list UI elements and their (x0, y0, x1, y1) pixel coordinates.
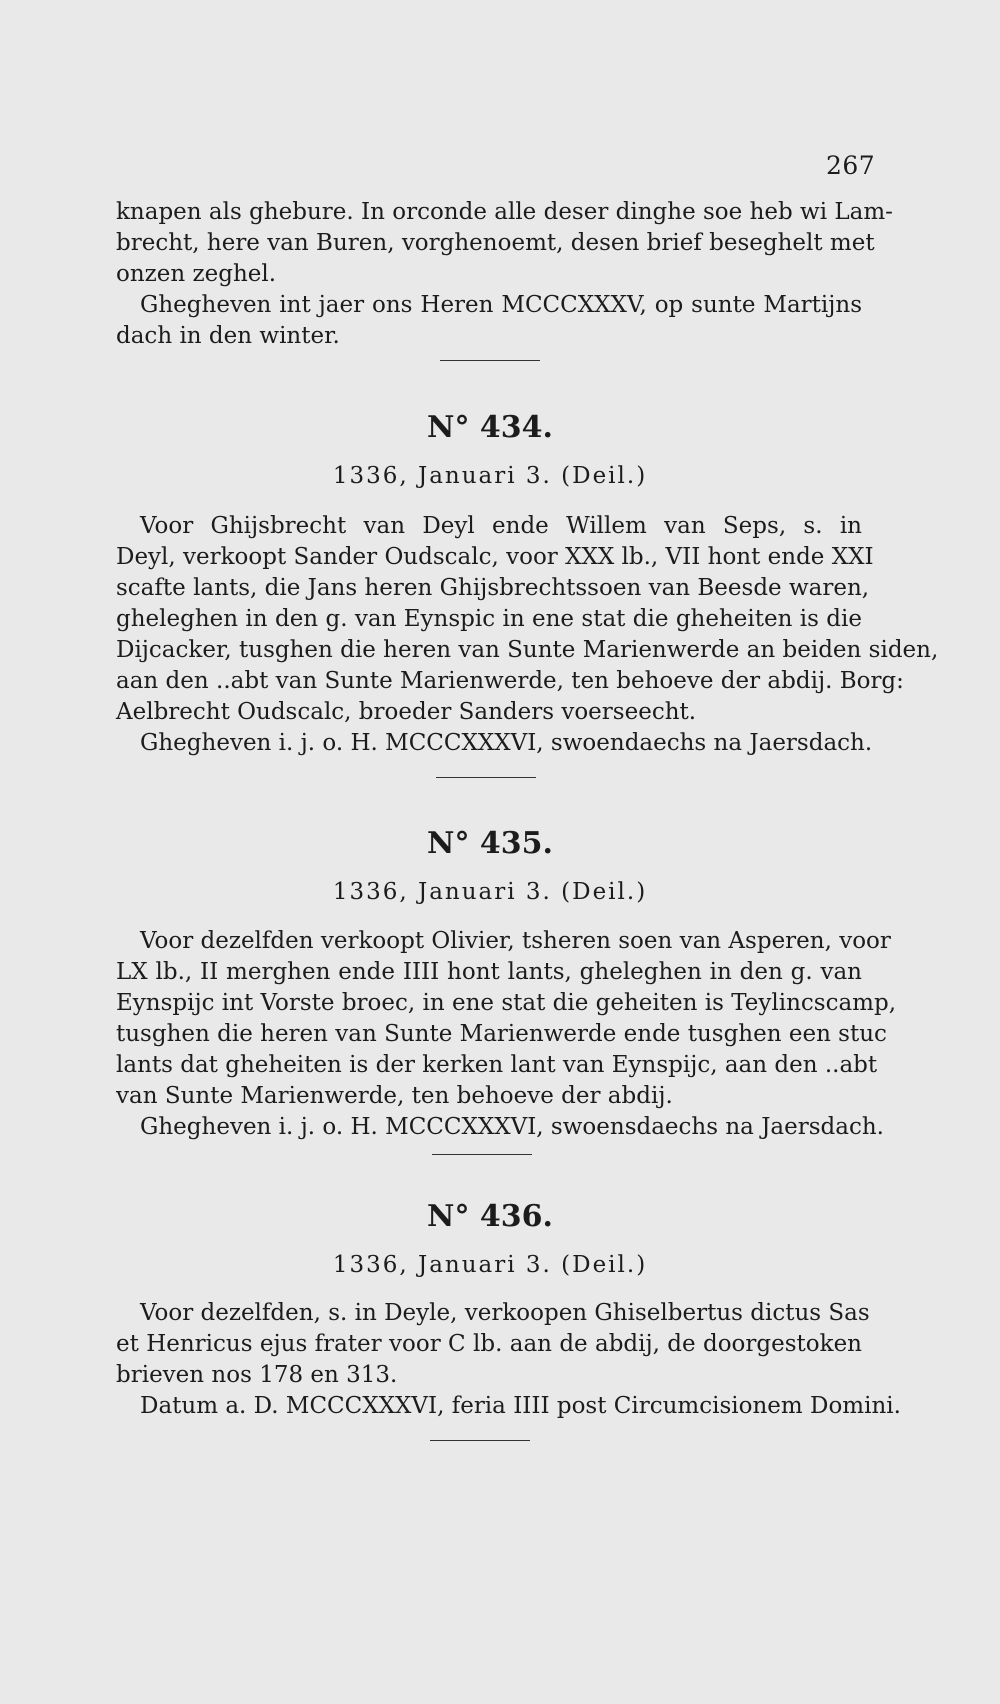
entry-line: tusghen die heren van Sunte Marienwerde ende tusghen een stuc (116, 1021, 887, 1047)
entry-date: 1336, Januari 3. (Deil.) (332, 463, 648, 489)
separator-rule (436, 777, 536, 778)
entry-line: Voor dezelfden verkoopt Olivier, tsheren soen van Asperen, voor (140, 928, 891, 954)
entry-line: LX lb., II merghen ende IIII hont lants, gheleghen in den g. van (116, 959, 862, 985)
text-line: knapen als ghebure. In orconde alle deser dinghe soe heb wi Lam- (116, 199, 893, 225)
page-number: 267 (826, 151, 876, 180)
entry-line: Datum a. D. MCCCXXXVI, feria IIII post Circumcisionem Domini. (140, 1393, 901, 1419)
entry-number: N° 435. (427, 826, 553, 861)
entry-line: Eynspijc int Vorste broec, in ene stat die geheiten is Teylincscamp, (116, 990, 897, 1016)
entry-line: Deyl, verkoopt Sander Oudscalc, voor XXX lb., VII hont ende XXI (116, 544, 874, 570)
entry-line: aan den ..abt van Sunte Marienwerde, ten behoeve der abdij. Borg: (116, 668, 904, 694)
entry-number: N° 434. (427, 410, 553, 445)
entry-line: Ghegheven i. j. o. H. MCCCXXXVI, swoensdaechs na Jaersdach. (140, 1114, 884, 1140)
entry-date: 1336, Januari 3. (Deil.) (332, 879, 648, 905)
entry-number: N° 436. (427, 1199, 553, 1234)
entry-date: 1336, Januari 3. (Deil.) (332, 1252, 648, 1278)
entry-line: lants dat gheheiten is der kerken lant van Eynspijc, aan den ..abt (116, 1052, 878, 1078)
entry-line: Ghegheven i. j. o. H. MCCCXXXVI, swoendaechs na Jaersdach. (140, 730, 873, 756)
separator-rule (430, 1440, 530, 1441)
entry-line: Voor dezelfden, s. in Deyle, verkoopen Ghiselbertus dictus Sas (140, 1300, 870, 1326)
entry-line: Dijcacker, tusghen die heren van Sunte Marienwerde an beiden siden, (116, 637, 939, 663)
text-line: brecht, here van Buren, vorghenoemt, desen brief beseghelt met (116, 230, 875, 256)
entry-line: Voor Ghijsbrecht van Deyl ende Willem van Seps, s. in (140, 513, 862, 539)
entry-line: et Henricus ejus frater voor C lb. aan de abdij, de doorgestoken (116, 1331, 862, 1357)
entry-line: van Sunte Marienwerde, ten behoeve der abdij. (116, 1083, 673, 1109)
entry-line: brieven nos 178 en 313. (116, 1362, 398, 1388)
entry-line: Aelbrecht Oudscalc, broeder Sanders voerseecht. (116, 699, 697, 725)
separator-rule (440, 360, 540, 361)
entry-line: scafte lants, die Jans heren Ghijsbrechtssoen van Beesde waren, (116, 575, 870, 601)
text-line: Ghegheven int jaer ons Heren MCCCXXXV, op sunte Martijns (140, 292, 862, 318)
text-line: onzen zeghel. (116, 261, 277, 287)
separator-rule (432, 1154, 532, 1155)
text-line: dach in den winter. (116, 323, 340, 349)
entry-line: gheleghen in den g. van Eynspic in ene stat die gheheiten is die (116, 606, 862, 632)
